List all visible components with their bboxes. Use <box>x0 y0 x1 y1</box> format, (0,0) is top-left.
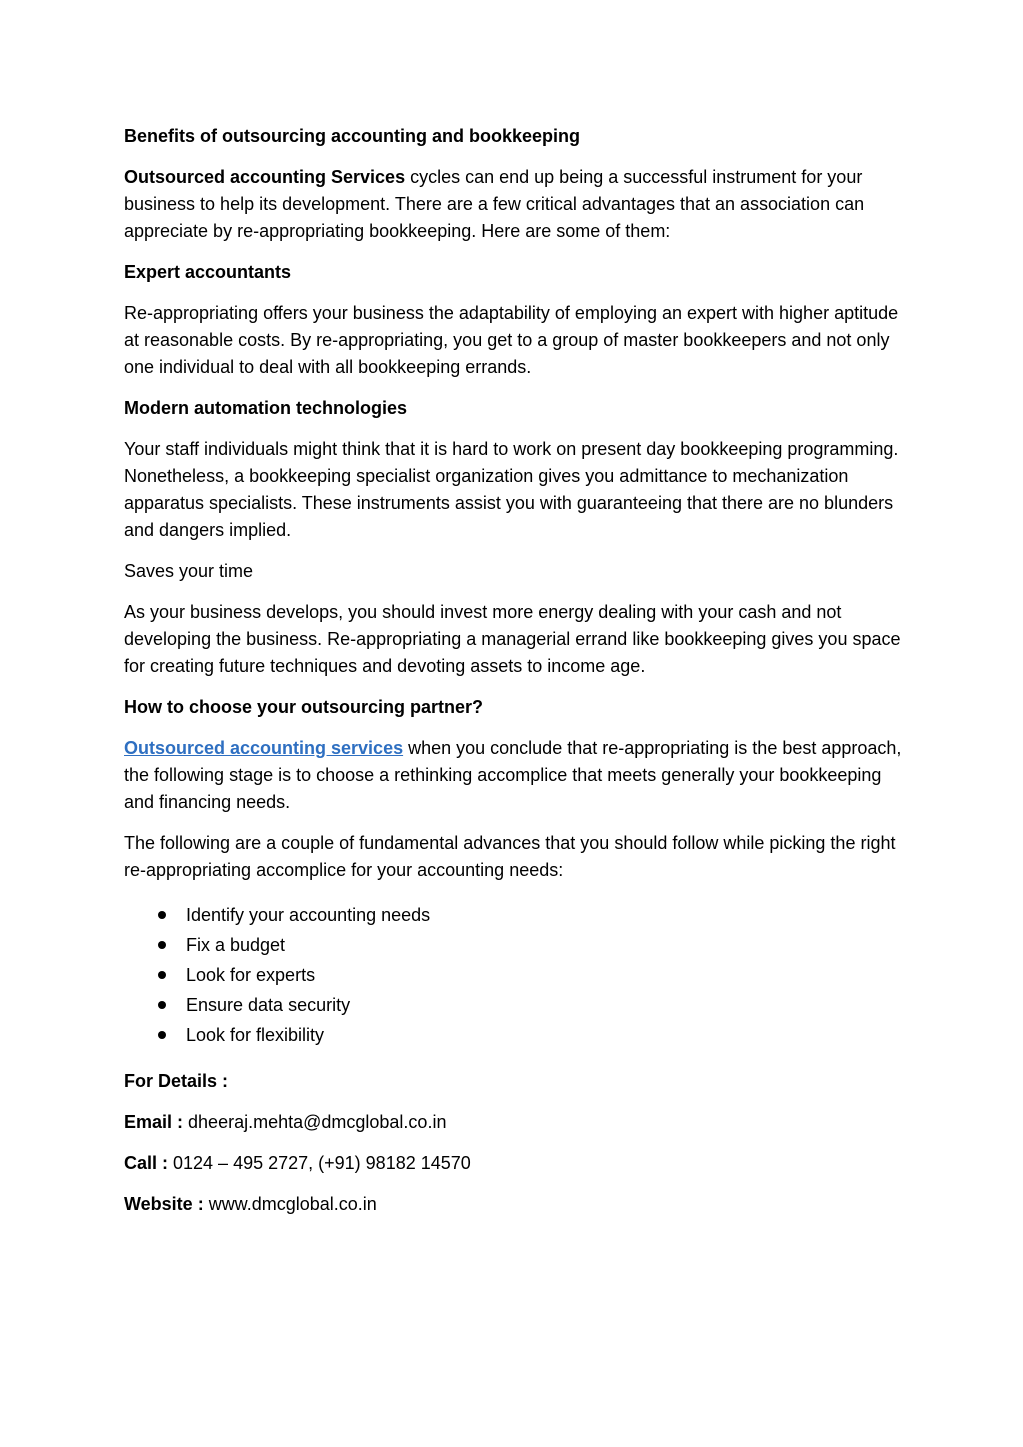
contact-email <box>124 1109 914 1136</box>
bullet-icon <box>158 941 166 949</box>
intro-text: cycles can end up being a successful instrument for your business to help its development. There are a few critical advantages that an association can appreciate by re-appropriating bookkeeping. Here are some of them: <box>124 167 865 241</box>
section-heading-expert-accountants: Expert accountants <box>124 262 292 282</box>
outsourced-services-link[interactable]: Outsourced accounting services <box>124 738 404 758</box>
website-label: Website : <box>124 1194 204 1214</box>
call-value: 0124 – 495 2727, (+91) 98182 14570 <box>168 1153 471 1173</box>
partner-paragraph <box>124 735 914 816</box>
partner-heading: How to choose your outsourcing partner? <box>124 697 484 717</box>
contact-call <box>124 1150 914 1177</box>
bullet-icon <box>158 1031 166 1039</box>
partner-paragraph-text: when you conclude that re-appropriating is the best approach, the following stage is to choose a rethinking accomplice that meets generally your bookkeeping and financing needs. <box>124 738 902 812</box>
section-body-automation: Your staff individuals might think that it is hard to work on present day bookkeeping programming. Nonetheless, a bookkeeping specialist organization gives you admittance to mechanization apparatus specialists. These instruments assist you with guaranteeing that there are no blunders and dangers implied. <box>124 439 899 540</box>
section-heading-saves-time: Saves your time <box>124 561 254 581</box>
section-body-expert-accountants: Re-appropriating offers your business the adaptability of employing an expert with higher aptitude at reasonable costs. By re-appropriating, you get to a group of master bookkeepers and not only one individual to deal with all bookkeeping errands. <box>124 303 899 377</box>
call-label: Call : <box>124 1153 169 1173</box>
list-item-label: Identify your accounting needs <box>186 905 431 925</box>
document-page <box>124 123 914 1232</box>
list-item <box>124 1020 914 1050</box>
section-body-saves-time: As your business develops, you should invest more energy dealing with your cash and not developing the business. Re-appropriating a managerial errand like bookkeeping gives you space for creating future techniques and devoting assets to income age. <box>124 602 901 676</box>
list-item <box>124 990 914 1020</box>
intro-lead: Outsourced accounting Services <box>124 167 406 187</box>
list-item-label: Look for flexibility <box>186 1025 325 1045</box>
steps-list <box>124 900 914 1050</box>
bullet-icon <box>158 971 166 979</box>
list-item <box>124 960 914 990</box>
section-heading-automation: Modern automation technologies <box>124 398 408 418</box>
bullet-icon <box>158 1001 166 1009</box>
contact-website <box>124 1191 914 1218</box>
list-item <box>124 900 914 930</box>
contact-heading: For Details : <box>124 1071 229 1091</box>
bullet-icon <box>158 911 166 919</box>
email-label: Email : <box>124 1112 184 1132</box>
list-item <box>124 930 914 960</box>
website-value: www.dmcglobal.co.in <box>203 1194 377 1214</box>
list-item-label: Ensure data security <box>186 995 351 1015</box>
list-item-label: Look for experts <box>186 965 316 985</box>
list-item-label: Fix a budget <box>186 935 286 955</box>
intro-paragraph <box>124 164 914 245</box>
document-title: Benefits of outsourcing accounting and bookkeeping <box>124 126 581 146</box>
steps-intro: The following are a couple of fundamental advances that you should follow while picking the right re-appropriating accomplice for your accounting needs: <box>124 833 896 880</box>
email-value: dheeraj.mehta@dmcglobal.co.in <box>183 1112 447 1132</box>
